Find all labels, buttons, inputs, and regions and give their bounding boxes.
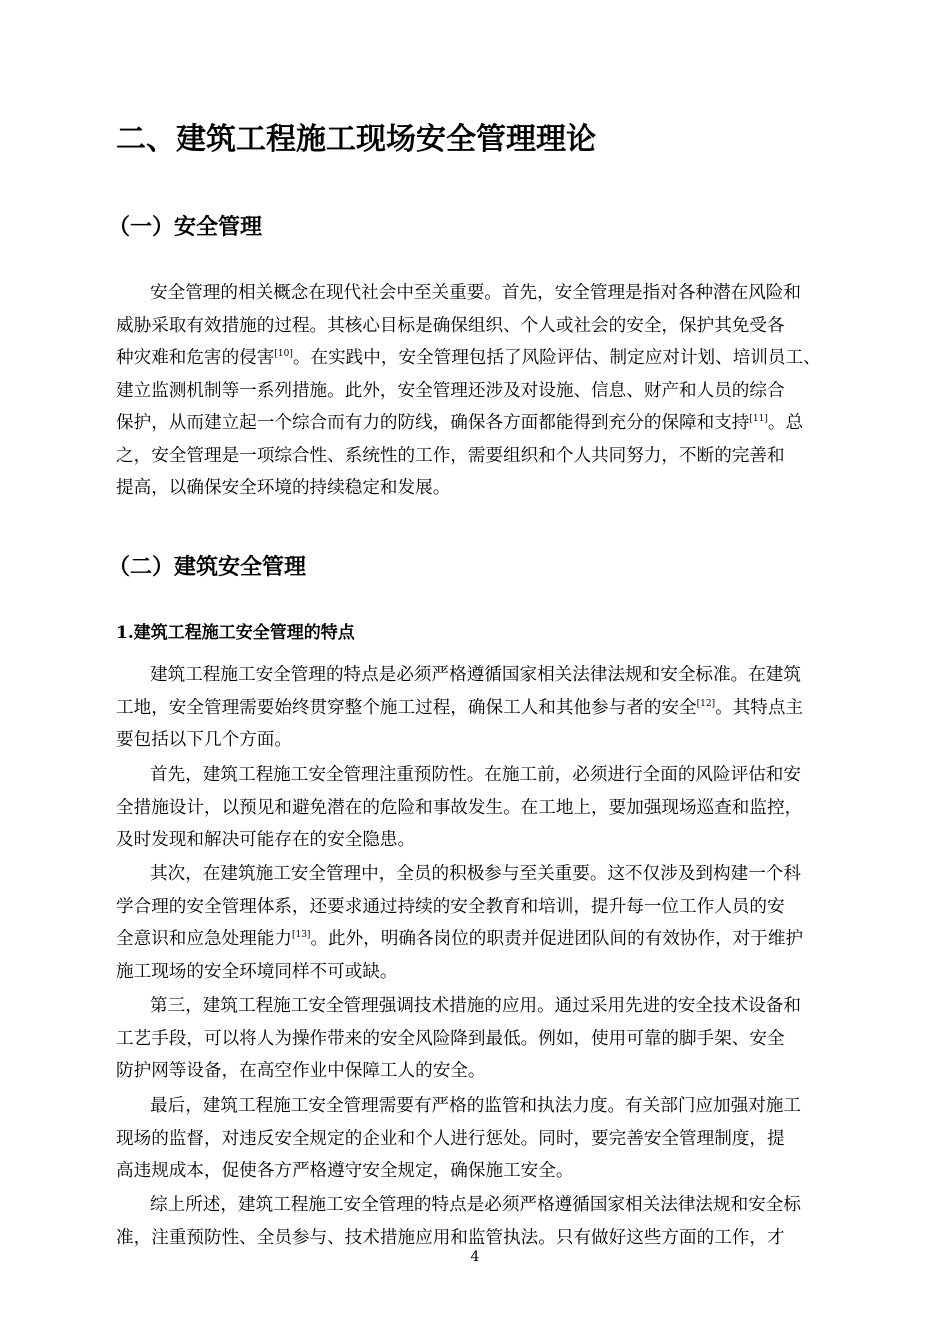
text-line: [116, 375, 858, 408]
line-text: 及时发现和解决可能存在的安全隐患。: [116, 830, 416, 850]
text-line: [116, 759, 858, 792]
text-line: [116, 407, 858, 440]
text-line: [116, 724, 858, 757]
line-text: 学合理的安全管理体系，还要求通过持续的安全教育和培训，提升每一位工作人员的安: [116, 896, 785, 917]
text-line: [116, 277, 858, 310]
paragraph-technical-measures: [116, 990, 858, 1088]
line-text: 最后，建筑工程施工安全管理需要有严格的监管和执法力度。有关部门应加强对施工: [150, 1096, 801, 1116]
line-text: 高违规成本，促使各方严格遵守安全规定，确保施工安全。: [116, 1161, 574, 1181]
subsection-heading-characteristics: 1.建筑工程施工安全管理的特点: [116, 623, 355, 643]
line-text: 建立监测机制等一系列措施。此外，安全管理还涉及对设施、信息、财产和人员的综合: [116, 380, 785, 401]
text-line: [116, 858, 858, 891]
text-line: [116, 923, 858, 956]
line-text: 保护，从而建立起一个综合而有力的防线，确保各方面都能得到充分的保障和支持: [116, 413, 750, 433]
text-line: [116, 824, 858, 857]
citation-reference: [11]: [749, 414, 768, 424]
line-text: 工地，安全管理需要始终贯穿整个施工过程，确保工人和其他参与者的安全: [116, 697, 697, 718]
line-text: 首先，建筑工程施工安全管理注重预防性。在施工前，必须进行全面的风险评估和安: [150, 765, 801, 785]
citation-reference: [12]: [696, 698, 716, 709]
citation-reference: [13]: [291, 930, 311, 940]
line-text: 建筑工程施工安全管理的特点是必须严格遵循国家相关法律法规和安全标准。在建筑: [150, 665, 801, 685]
text-line: [116, 342, 858, 375]
line-text: 威胁采取有效措施的过程。其核心目标是确保组织、个人或社会的安全，保护其免受各: [116, 315, 785, 336]
citation-reference: [10]: [274, 349, 293, 359]
line-text: 现场的监督，对违反安全规定的企业和个人进行惩处。同时，要完善安全管理制度，提: [116, 1128, 785, 1149]
line-text: 第三，建筑工程施工安全管理强调技术措施的应用。通过采用先进的安全技术设备和: [150, 996, 801, 1016]
text-line: [116, 659, 858, 692]
text-line: [116, 956, 858, 989]
paragraph-prevention: [116, 759, 858, 857]
paragraph-characteristics-intro: [116, 659, 858, 757]
line-text-continued: 。在实践中，安全管理包括了风险评估、制定应对计划、培训员工、: [292, 348, 821, 368]
line-text: 要包括以下几个方面。: [116, 730, 292, 750]
line-text: 防护网等设备，在高空作业中保障工人的安全。: [116, 1061, 486, 1081]
section-heading-building-safety: （二）建筑安全管理: [108, 555, 307, 580]
paragraph-participation: [116, 858, 858, 988]
line-text: 综上所述，建筑工程施工安全管理的特点是必须严格遵循国家相关法律法规和安全标: [150, 1195, 801, 1215]
line-text: 施工现场的安全环境同样不可或缺。: [116, 961, 398, 982]
paragraph-safety-concept: [116, 277, 858, 505]
text-line: [116, 990, 858, 1023]
line-text: 全意识和应急处理能力: [116, 929, 292, 949]
line-text-continued: 。此外，明确各岗位的职责并促进团队间的有效协作，对于维护: [310, 929, 804, 949]
text-line: [116, 692, 858, 725]
text-line: [116, 891, 858, 924]
text-line: [116, 1123, 858, 1156]
line-text: 提高，以确保安全环境的持续稳定和发展。: [116, 478, 451, 498]
page-number: 4: [470, 1249, 480, 1265]
line-text: 其次，在建筑施工安全管理中，全员的积极参与至关重要。这不仅涉及到构建一个科: [150, 864, 801, 884]
line-text: 之，安全管理是一项综合性、系统性的工作，需要组织和个人共同努力，不断的完善和: [116, 445, 785, 466]
text-line: [116, 1055, 858, 1088]
text-line: [116, 1189, 858, 1222]
section-heading-safety-management: （一）安全管理: [108, 215, 263, 240]
line-text: 安全管理的相关概念在现代社会中至关重要。首先，安全管理是指对各种潜在风险和: [150, 283, 801, 303]
line-text-continued: 。其特点主: [715, 697, 804, 718]
line-text: 工艺手段，可以将人为操作带来的安全风险降到最低。例如，使用可靠的脚手架、安全: [116, 1028, 785, 1049]
text-line: [116, 310, 858, 343]
text-line: [116, 440, 858, 473]
text-line: [116, 472, 858, 505]
text-line: [116, 792, 858, 825]
line-text: 准，注重预防性、全员参与、技术措施应用和监管执法。只有做好这些方面的工作，才: [116, 1227, 785, 1248]
paragraph-supervision: [116, 1090, 858, 1188]
text-line: [116, 1090, 858, 1123]
chapter-heading: 二、建筑工程施工现场安全管理理论: [116, 122, 596, 157]
line-text: 种灾难和危害的侵害: [116, 348, 275, 368]
text-line: [116, 1155, 858, 1188]
line-text-continued: 。总: [767, 413, 804, 433]
paragraph-summary: [116, 1189, 858, 1254]
line-text: 全措施设计，以预见和避免潜在的危险和事故发生。在工地上，要加强现场巡查和监控，: [116, 797, 803, 818]
text-line: [116, 1023, 858, 1056]
